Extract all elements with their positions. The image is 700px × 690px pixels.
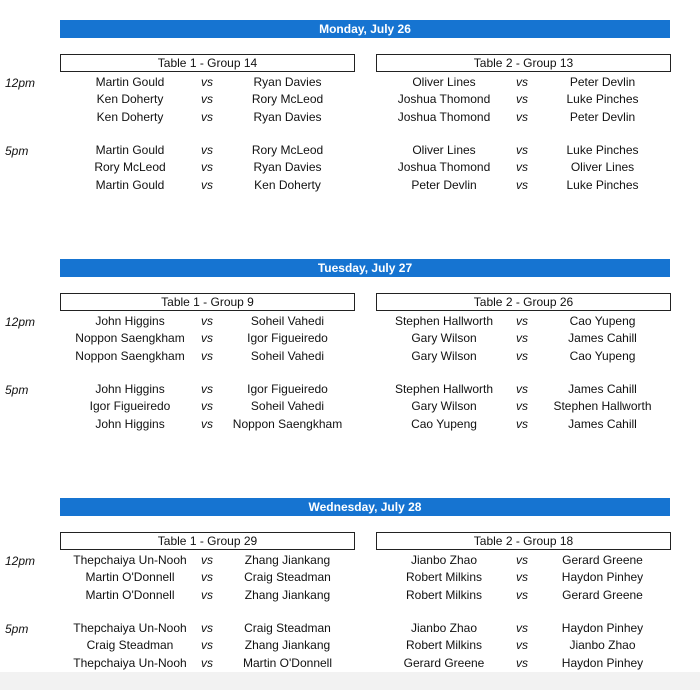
match-row — [0, 330, 700, 347]
match-row — [0, 637, 700, 654]
table-1-player-a: Thepchaiya Un-Nooh — [73, 621, 187, 635]
vs-label: vs — [201, 587, 213, 602]
session-time: 5pm — [5, 383, 29, 397]
match-row — [0, 620, 700, 637]
table-1-player-b: Soheil Vahedi — [250, 348, 325, 363]
vs-label: vs — [516, 553, 528, 567]
match-row — [0, 655, 700, 672]
table-2-player-a: Gary Wilson — [411, 348, 477, 363]
table-1-player-a: Martin Gould — [95, 177, 165, 192]
table-1-player-a: Rory McLeod — [94, 160, 166, 175]
table-1-player-a: John Higgins — [95, 416, 165, 431]
table-1-player-a: Martin O'Donnell — [85, 587, 175, 602]
vs-label: vs — [516, 143, 528, 157]
vs-label: vs — [516, 621, 528, 635]
table-2-player-a: Cao Yupeng — [411, 416, 477, 431]
match-row — [0, 587, 700, 604]
vs-label: vs — [201, 348, 213, 363]
vs-label: vs — [516, 109, 528, 124]
table-2-player-b: Jianbo Zhao — [569, 638, 636, 653]
table-2-player-a: Oliver Lines — [412, 143, 476, 157]
table-1-player-b: Craig Steadman — [244, 621, 331, 635]
table-1-player-b: Rory McLeod — [251, 143, 324, 157]
table-1-player-b: Craig Steadman — [244, 570, 331, 585]
vs-label: vs — [201, 177, 213, 192]
vs-label: vs — [201, 638, 213, 653]
vs-label: vs — [201, 553, 213, 567]
table-2-player-a: Robert Milkins — [405, 587, 483, 602]
table-2-player-a: Gary Wilson — [411, 331, 477, 346]
table-2-player-a: Joshua Thomond — [397, 92, 491, 107]
vs-label: vs — [201, 382, 213, 396]
vs-label: vs — [201, 109, 213, 124]
match-row — [0, 398, 700, 415]
table-2-player-b: Luke Pinches — [566, 177, 639, 192]
vs-label: vs — [516, 160, 528, 175]
table-2-player-b: Gerard Greene — [562, 587, 643, 602]
table-2-player-b: Haydon Pinhey — [561, 655, 644, 670]
table-2-player-a: Stephen Hallworth — [394, 382, 494, 396]
vs-label: vs — [201, 160, 213, 175]
vs-label: vs — [201, 621, 213, 635]
match-row — [0, 313, 700, 330]
table-1-player-b: Zhang Jiankang — [244, 638, 331, 653]
page-bottom-edge — [0, 672, 700, 690]
vs-label: vs — [516, 314, 528, 328]
vs-label: vs — [201, 399, 213, 414]
match-row — [0, 74, 700, 91]
table-1-player-a: Noppon Saengkham — [75, 348, 185, 363]
table-2-title: Table 2 - Group 18 — [376, 532, 671, 550]
table-2-title: Table 2 - Group 26 — [376, 293, 671, 311]
table-1-player-b: Zhang Jiankang — [244, 553, 331, 567]
table-2-player-b: Peter Devlin — [569, 75, 636, 89]
table-1-player-a: John Higgins — [95, 382, 165, 396]
vs-label: vs — [516, 92, 528, 107]
vs-label: vs — [201, 655, 213, 670]
session-time: 12pm — [5, 76, 36, 90]
table-2-player-b: Oliver Lines — [570, 160, 635, 175]
table-1-player-b: Ryan Davies — [253, 75, 322, 89]
vs-label: vs — [201, 570, 213, 585]
vs-label: vs — [516, 348, 528, 363]
vs-label: vs — [201, 416, 213, 431]
table-2-player-b: Gerard Greene — [562, 553, 643, 567]
table-2-player-a: Joshua Thomond — [397, 160, 491, 175]
vs-label: vs — [516, 382, 528, 396]
table-1-title: Table 1 - Group 29 — [60, 532, 355, 550]
table-1-player-a: Thepchaiya Un-Nooh — [73, 553, 187, 567]
table-1-player-a: Ken Doherty — [96, 109, 164, 124]
table-1-player-a: Martin Gould — [95, 143, 165, 157]
table-2-player-b: Cao Yupeng — [569, 314, 636, 328]
vs-label: vs — [516, 570, 528, 585]
table-1-player-a: John Higgins — [95, 314, 165, 328]
vs-label: vs — [201, 331, 213, 346]
table-2-player-a: Jianbo Zhao — [410, 621, 478, 635]
table-1-player-b: Ryan Davies — [253, 109, 322, 124]
vs-label: vs — [516, 655, 528, 670]
table-2-player-b: Stephen Hallworth — [553, 399, 652, 414]
table-1-player-b: Ken Doherty — [254, 177, 321, 192]
table-2-player-a: Gerard Greene — [403, 655, 485, 670]
match-row — [0, 142, 700, 159]
vs-label: vs — [516, 331, 528, 346]
table-2-player-b: James Cahill — [568, 331, 637, 346]
table-1-player-b: Ryan Davies — [253, 160, 322, 175]
session-time: 12pm — [5, 554, 36, 568]
table-2-player-a: Joshua Thomond — [397, 109, 491, 124]
table-2-player-a: Jianbo Zhao — [410, 553, 478, 567]
match-row — [0, 109, 700, 126]
table-2-player-b: Haydon Pinhey — [561, 570, 644, 585]
match-row — [0, 416, 700, 433]
vs-label: vs — [201, 92, 213, 107]
table-1-player-a: Ken Doherty — [96, 92, 164, 107]
table-2-player-a: Peter Devlin — [411, 177, 477, 192]
match-row — [0, 177, 700, 194]
table-1-player-b: Rory McLeod — [251, 92, 324, 107]
vs-label: vs — [201, 314, 213, 328]
table-1-player-a: Thepchaiya Un-Nooh — [73, 655, 187, 670]
match-row — [0, 348, 700, 365]
day-header: Wednesday, July 28 — [60, 498, 670, 516]
table-1-player-b: Igor Figueiredo — [247, 382, 328, 396]
table-1-title: Table 1 - Group 14 — [60, 54, 355, 72]
table-2-player-a: Oliver Lines — [412, 75, 476, 89]
table-2-player-a: Stephen Hallworth — [394, 314, 494, 328]
table-2-player-b: Haydon Pinhey — [561, 621, 644, 635]
table-1-player-b: Soheil Vahedi — [250, 399, 325, 414]
vs-label: vs — [516, 416, 528, 431]
session-time: 5pm — [5, 622, 29, 636]
match-row — [0, 552, 700, 569]
table-1-player-b: Igor Figueiredo — [247, 331, 328, 346]
table-1-title: Table 1 - Group 9 — [60, 293, 355, 311]
table-1-player-a: Martin O'Donnell — [85, 570, 175, 585]
vs-label: vs — [516, 75, 528, 89]
table-1-player-b: Noppon Saengkham — [232, 416, 343, 431]
match-row — [0, 381, 700, 398]
match-row — [0, 91, 700, 108]
table-2-player-a: Gary Wilson — [411, 399, 477, 414]
vs-label: vs — [516, 587, 528, 602]
session-time: 5pm — [5, 144, 29, 158]
table-2-player-a: Robert Milkins — [405, 570, 483, 585]
table-2-title: Table 2 - Group 13 — [376, 54, 671, 72]
vs-label: vs — [201, 143, 213, 157]
table-1-player-b: Soheil Vahedi — [250, 314, 325, 328]
vs-label: vs — [516, 177, 528, 192]
table-2-player-a: Robert Milkins — [405, 638, 483, 653]
table-1-player-b: Zhang Jiankang — [244, 587, 331, 602]
table-2-player-b: Cao Yupeng — [569, 348, 636, 363]
table-2-player-b: Luke Pinches — [566, 143, 639, 157]
table-2-player-b: Luke Pinches — [566, 92, 639, 107]
match-row — [0, 569, 700, 586]
table-2-player-b: James Cahill — [568, 382, 637, 396]
table-1-player-b: Martin O'Donnell — [243, 655, 332, 670]
day-header: Tuesday, July 27 — [60, 259, 670, 277]
vs-label: vs — [201, 75, 213, 89]
table-1-player-a: Noppon Saengkham — [75, 331, 185, 346]
vs-label: vs — [516, 638, 528, 653]
table-1-player-a: Martin Gould — [95, 75, 165, 89]
table-2-player-b: Peter Devlin — [569, 109, 636, 124]
table-1-player-a: Craig Steadman — [86, 638, 174, 653]
vs-label: vs — [516, 399, 528, 414]
day-header: Monday, July 26 — [60, 20, 670, 38]
table-2-player-b: James Cahill — [568, 416, 637, 431]
session-time: 12pm — [5, 315, 36, 329]
match-row — [0, 159, 700, 176]
table-1-player-a: Igor Figueiredo — [89, 399, 171, 414]
